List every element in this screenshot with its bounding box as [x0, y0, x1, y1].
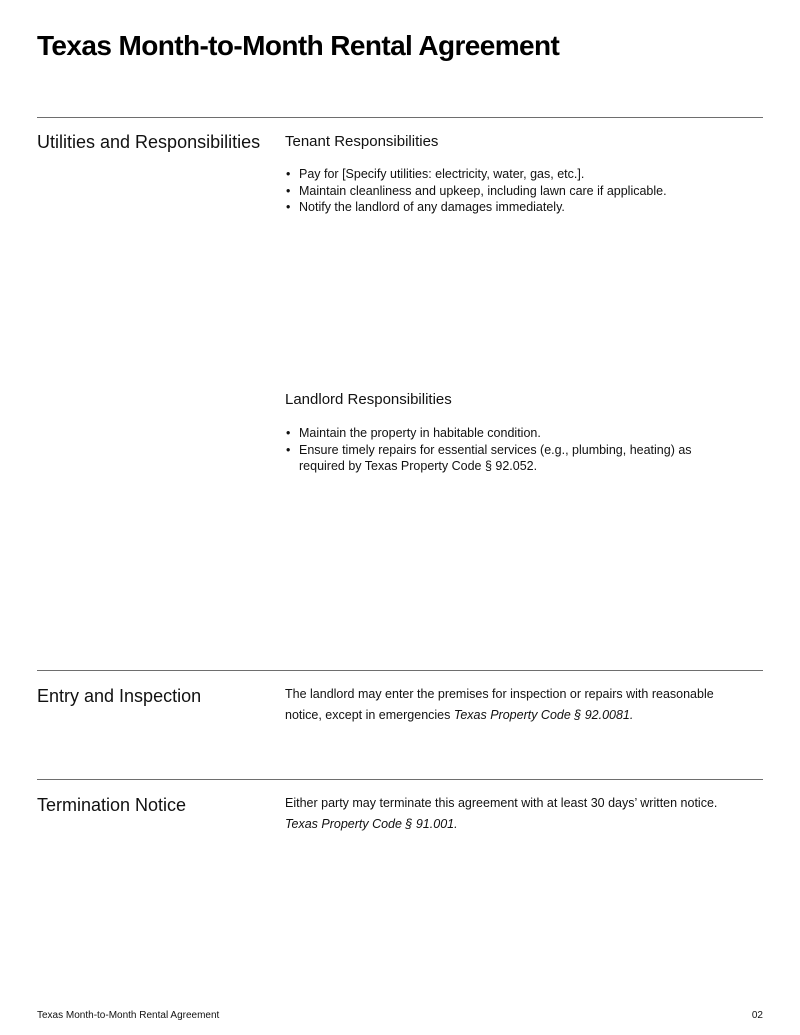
entry-inspection-text — [285, 684, 747, 726]
landlord-responsibilities-list — [285, 425, 725, 475]
section-divider — [37, 117, 763, 118]
landlord-responsibilities-heading: Landlord Responsibilities — [285, 391, 452, 408]
entry-inspection-citation: Texas Property Code § 92.0081. — [453, 708, 634, 722]
termination-notice-body: Either party may terminate this agreement with at least 30 days’ written notice. — [285, 796, 718, 810]
tenant-responsibilities-heading: Tenant Responsibilities — [285, 133, 439, 150]
section-divider — [37, 779, 763, 780]
list-item: • Pay for [Specify utilities: electricity, water, gas, etc.]. — [285, 166, 735, 183]
list-item: • Maintain the property in habitable condition. — [285, 425, 725, 442]
termination-notice-citation: Texas Property Code § 91.001. — [285, 817, 458, 831]
tenant-responsibilities-list — [285, 166, 735, 216]
footer-page-number: 02 — [751, 1010, 763, 1021]
list-item: • Maintain cleanliness and upkeep, including lawn care if applicable. — [285, 183, 735, 200]
section-title-termination: Termination Notice — [37, 795, 187, 815]
section-title-utilities: Utilities and Responsibilities — [37, 132, 261, 152]
list-item: • Ensure timely repairs for essential services (e.g., plumbing, heating) as required by Texas Property Code § 92.052. — [285, 442, 725, 475]
page-title: Texas Month-to-Month Rental Agreement — [37, 30, 560, 61]
section-divider — [37, 670, 763, 671]
entry-inspection-body: The landlord may enter the premises for inspection or repairs with reasonable notice, except in emergencies — [285, 687, 714, 722]
termination-notice-text — [285, 793, 763, 835]
section-title-entry: Entry and Inspection — [37, 686, 202, 706]
footer-document-name: Texas Month-to-Month Rental Agreement — [37, 1010, 220, 1021]
list-item: • Notify the landlord of any damages immediately. — [285, 199, 735, 216]
